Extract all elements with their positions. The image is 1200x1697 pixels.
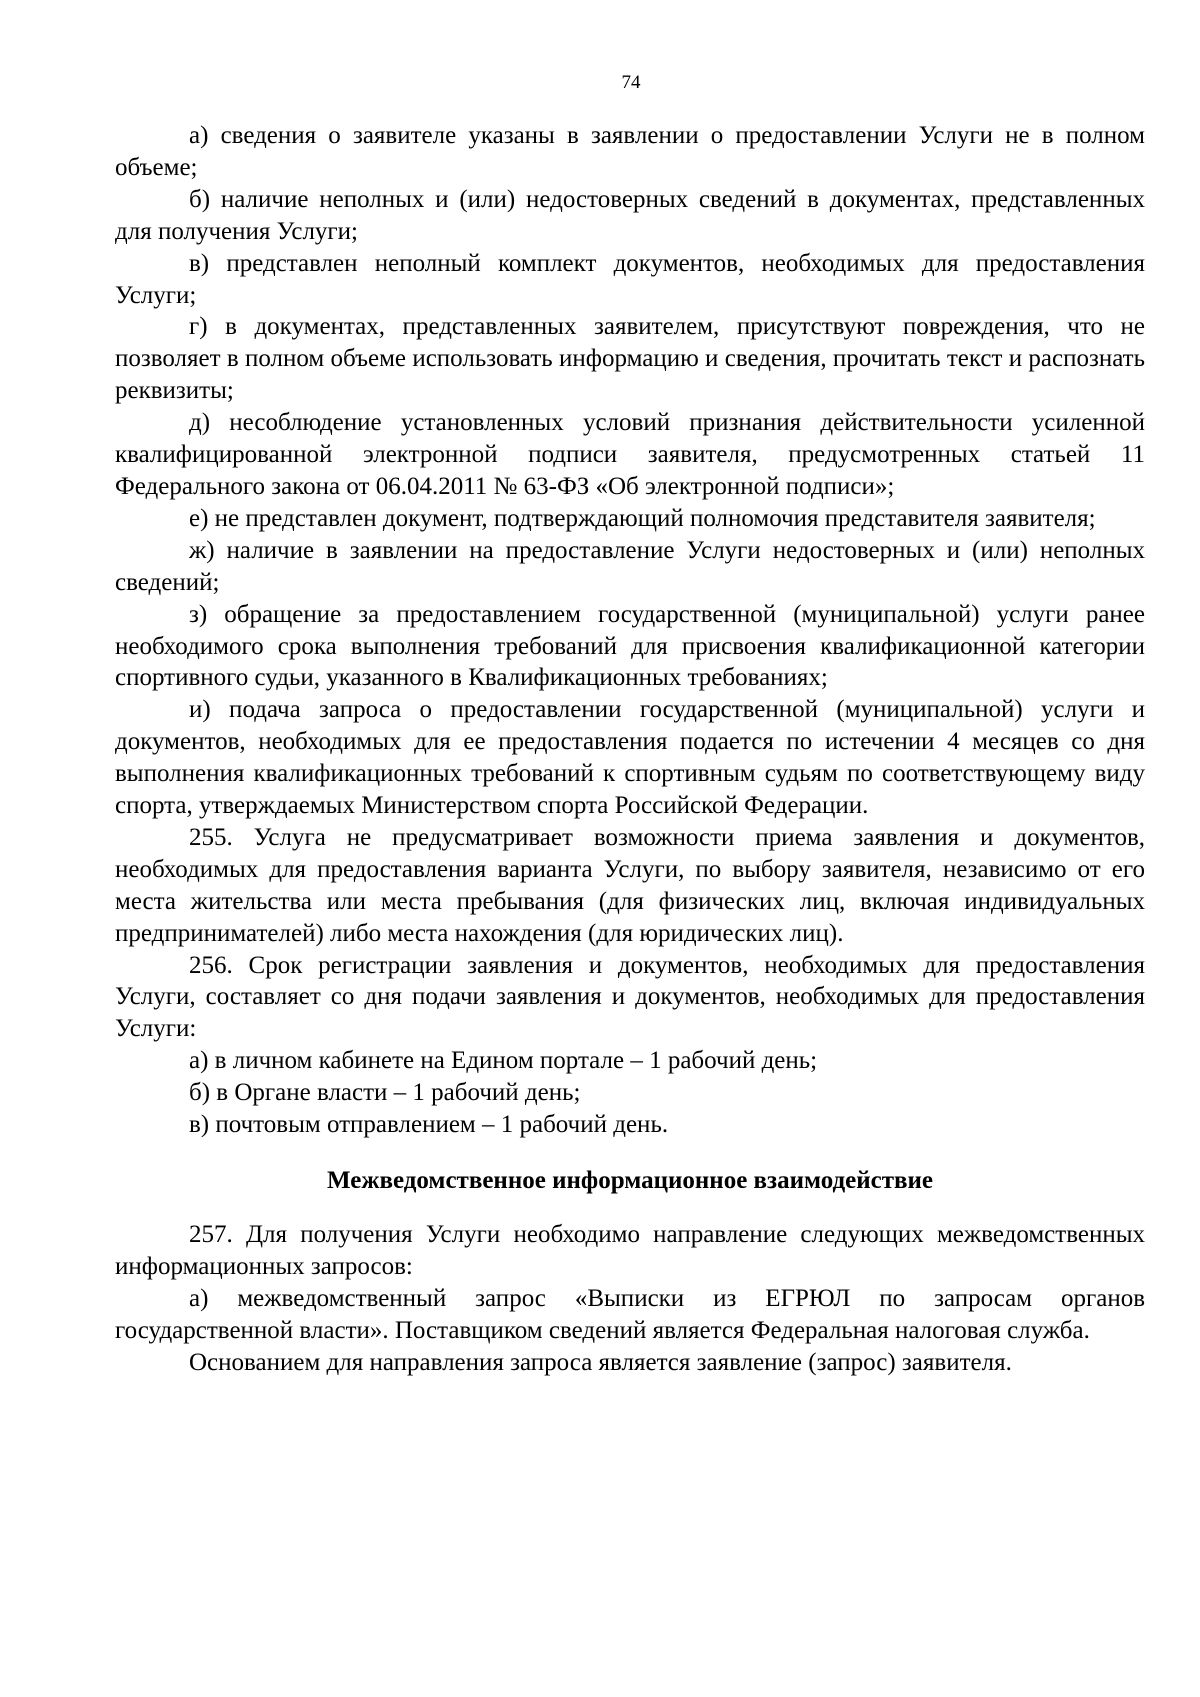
paragraph-item-zh: ж) наличие в заявлении на предоставление Услуги недостоверных и (или) неполных сведений; [115,536,1145,596]
paragraph-basis: Основанием для направления запроса является заявление (запрос) заявителя. [189,1348,1012,1376]
paragraph-257-item-a: а) межведомственный запрос «Выписки из ЕГРЮЛ по запросам органов государственной власти». Поставщиком сведений является Федеральная налоговая служба. [115,1284,1145,1344]
document-body [115,120,1145,1378]
paragraph-item-d: д) несоблюдение установленных условий признания действительности усиленной квалифицированной электронной подписи заявителя, предусмотренных статьей 11 Федерального закона от 06.04.2011 № 63-ФЗ «Об электронной подписи»; [115,409,1145,500]
paragraph-item-a: а) сведения о заявителе указаны в заявлении о предоставлении Услуги не в полном объеме; [115,122,1145,181]
paragraph-item-e: е) не представлен документ, подтверждающий полномочия представителя заявителя; [189,504,1096,532]
paragraph-item-z: з) обращение за предоставлением государственной (муниципальной) услуги ранее необходимого срока выполнения требований для присвоения квалификационной категории спортивного судьи, указанного в Квалификационных требованиях; [115,600,1145,692]
paragraph-257: 257. Для получения Услуги необходимо направление следующих межведомственных информационных запросов: [115,1220,1145,1280]
paragraph-256-item-v: в) почтовым отправлением – 1 рабочий день. [189,1111,669,1139]
section-heading: Межведомственное информационное взаимодействие [327,1167,933,1194]
paragraph-item-i: и) подача запроса о предоставлении государственной (муниципальной) услуги и документов, необходимых для ее предоставления подается по истечении 4 месяцев со дня выполнения квалификационных требований к спортивным судьям по соответствующему виду спорта, утверждаемых Министерством спорта Российской Федерации. [115,696,1145,820]
paragraph-item-v: в) представлен неполный комплект документов, необходимых для предоставления Услуги; [115,249,1145,309]
page-number: 74 [621,72,641,93]
paragraph-item-b: б) наличие неполных и (или) недостоверных сведений в документах, представленных для получения Услуги; [115,185,1145,245]
paragraph-256-item-b: б) в Органе власти – 1 рабочий день; [189,1079,581,1107]
paragraph-item-g: г) в документах, представленных заявителем, присутствуют повреждения, что не позволяет в полном объеме использовать информацию и сведения, прочитать текст и распознать реквизиты; [115,313,1145,405]
paragraph-256-item-a: а) в личном кабинете на Едином портале – 1 рабочий день; [189,1047,818,1075]
paragraph-256: 256. Срок регистрации заявления и документов, необходимых для предоставления Услуги, составляет со дня подачи заявления и документов, необходимых для предоставления Услуги: [115,951,1145,1043]
paragraph-255: 255. Услуга не предусматривает возможности приема заявления и документов, необходимых для предоставления варианта Услуги, по выбору заявителя, независимо от его места жительства или места пребывания (для физических лиц, включая индивидуальных предпринимателей) либо места нахождения (для юридических лиц). [115,823,1145,947]
